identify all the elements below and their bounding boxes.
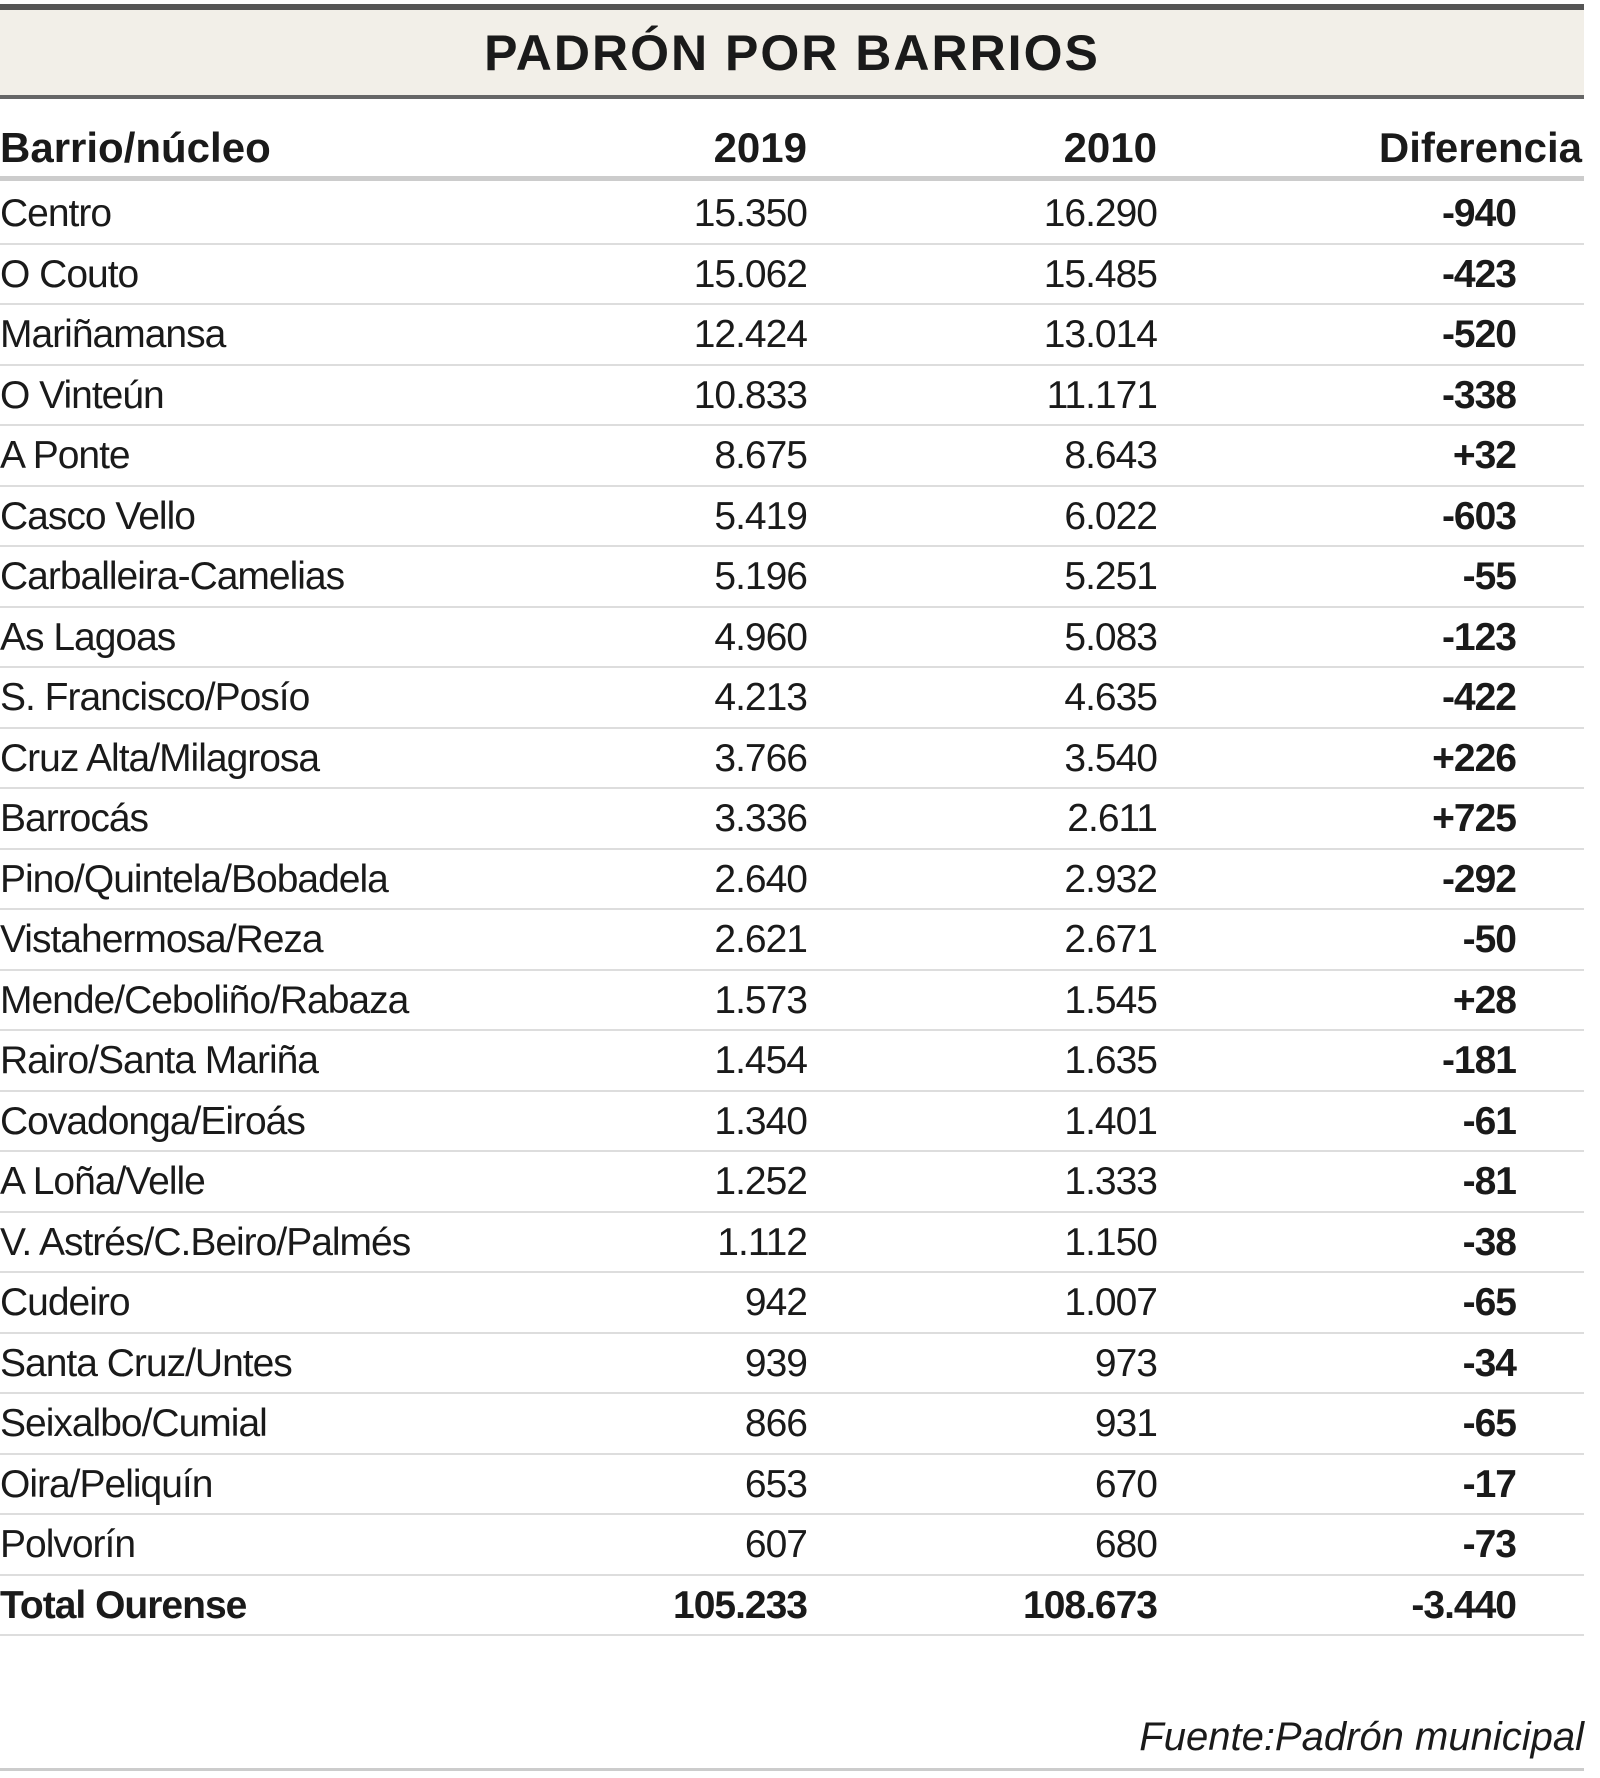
table-row — [0, 1394, 1584, 1455]
cell-2019: 4.960 — [714, 615, 807, 659]
cell-barrio: Mariñamansa — [0, 313, 226, 356]
cell-2019: 607 — [744, 1523, 807, 1566]
cell-2010: 5.083 — [1064, 615, 1157, 659]
source-note: Fuente:Padrón municipal — [1139, 1715, 1584, 1759]
table-row — [0, 1213, 1584, 1274]
cell-barrio: Polvorín — [0, 1523, 136, 1566]
cell-diferencia: -65 — [1462, 1281, 1516, 1324]
cell-2019: 10.833 — [693, 373, 807, 417]
cell-2019: 15.350 — [693, 192, 807, 235]
table-row — [0, 245, 1584, 306]
cell-2010: 15.485 — [1043, 252, 1157, 296]
cell-barrio: O Vinteún — [0, 373, 164, 417]
cell-diferencia: -17 — [1462, 1462, 1516, 1506]
header-2019: 2019 — [713, 124, 807, 171]
cell-2019: 15.062 — [693, 252, 807, 296]
table-row — [0, 850, 1584, 911]
cell-2019: 939 — [744, 1341, 807, 1385]
table-body — [0, 184, 1584, 1636]
cell-barrio: Seixalbo/Cumial — [0, 1402, 267, 1445]
cell-2010: 11.171 — [1046, 373, 1157, 417]
cell-diferencia: -38 — [1462, 1220, 1516, 1264]
cell-2010: 1.545 — [1064, 978, 1157, 1022]
cell-2019: 1.454 — [714, 1039, 807, 1082]
cell-2010: 2.932 — [1064, 857, 1157, 901]
table-row — [0, 1092, 1584, 1153]
cell-2010: 5.251 — [1064, 555, 1157, 598]
cell-2019: 5.419 — [714, 494, 807, 538]
table-row — [0, 487, 1584, 548]
cell-barrio: V. Astrés/C.Beiro/Palmés — [0, 1220, 411, 1264]
table-row — [0, 1515, 1584, 1576]
cell-barrio: O Couto — [0, 252, 139, 296]
table-row — [0, 608, 1584, 669]
cell-2010: 1.333 — [1064, 1160, 1157, 1203]
cell-2019: 2.621 — [714, 918, 807, 961]
cell-barrio: Casco Vello — [0, 494, 195, 538]
cell-2010: 6.022 — [1064, 494, 1157, 538]
table-row — [0, 1455, 1584, 1516]
cell-2010: 1.007 — [1064, 1281, 1157, 1324]
cell-2019: 105.233 — [673, 1583, 807, 1627]
cell-2010: 931 — [1094, 1402, 1157, 1445]
table-header — [0, 120, 1584, 181]
cell-2010: 680 — [1094, 1523, 1157, 1566]
cell-2010: 8.643 — [1064, 434, 1157, 477]
cell-barrio: Cudeiro — [0, 1281, 130, 1324]
cell-diferencia: -61 — [1462, 1099, 1516, 1143]
cell-barrio: Rairo/Santa Mariña — [0, 1039, 318, 1082]
table-row — [0, 1334, 1584, 1395]
cell-barrio: Mende/Ceboliño/Rabaza — [0, 978, 409, 1022]
cell-2019: 942 — [744, 1281, 807, 1324]
cell-2010: 2.671 — [1064, 918, 1157, 961]
table-row — [0, 1152, 1584, 1213]
cell-2019: 12.424 — [693, 313, 807, 356]
cell-barrio: As Lagoas — [0, 615, 176, 659]
cell-barrio: Oira/Peliquín — [0, 1462, 213, 1506]
cell-diferencia: -422 — [1441, 676, 1516, 719]
cell-2010: 1.401 — [1064, 1099, 1157, 1143]
cell-2019: 1.573 — [714, 978, 807, 1022]
cell-diferencia: -423 — [1441, 252, 1516, 296]
cell-2019: 3.336 — [714, 797, 807, 840]
cell-2019: 5.196 — [714, 555, 807, 598]
cell-barrio: A Ponte — [0, 434, 130, 477]
cell-diferencia: -603 — [1441, 494, 1516, 538]
cell-diferencia: -34 — [1462, 1341, 1516, 1385]
cell-2019: 2.640 — [714, 857, 807, 901]
title-band — [0, 10, 1584, 95]
cell-barrio: Covadonga/Eiroás — [0, 1099, 305, 1143]
table-row — [0, 1273, 1584, 1334]
bottom-rule — [0, 1768, 1584, 1771]
cell-diferencia: -181 — [1441, 1039, 1516, 1082]
cell-2019: 8.675 — [714, 434, 807, 477]
table-row — [0, 789, 1584, 850]
cell-2019: 1.340 — [714, 1099, 807, 1143]
cell-diferencia: -123 — [1441, 615, 1516, 659]
cell-diferencia: -338 — [1441, 373, 1516, 417]
cell-diferencia: +32 — [1452, 434, 1516, 477]
cell-barrio: S. Francisco/Posío — [0, 676, 310, 719]
cell-diferencia: -3.440 — [1411, 1583, 1516, 1627]
cell-diferencia: +28 — [1452, 978, 1516, 1022]
cell-barrio: Santa Cruz/Untes — [0, 1341, 292, 1385]
cell-barrio: Vistahermosa/Reza — [0, 918, 323, 961]
cell-2010: 16.290 — [1043, 192, 1157, 235]
table-row — [0, 910, 1584, 971]
header-2010: 2010 — [1063, 124, 1157, 171]
table-row — [0, 184, 1584, 245]
cell-diferencia: -65 — [1462, 1402, 1516, 1445]
cell-diferencia: -50 — [1462, 918, 1516, 961]
cell-diferencia: +226 — [1432, 736, 1516, 780]
cell-2010: 670 — [1094, 1462, 1157, 1506]
cell-diferencia: +725 — [1432, 797, 1516, 840]
header-diferencia: Diferencia — [1378, 124, 1582, 171]
total-row — [0, 1576, 1584, 1637]
cell-diferencia: -520 — [1441, 313, 1516, 356]
cell-2019: 4.213 — [714, 676, 807, 719]
cell-2019: 653 — [744, 1462, 807, 1506]
cell-2010: 2.611 — [1067, 797, 1157, 840]
table-row — [0, 1031, 1584, 1092]
table-row — [0, 971, 1584, 1032]
cell-barrio: Cruz Alta/Milagrosa — [0, 736, 320, 780]
cell-2010: 108.673 — [1023, 1583, 1157, 1627]
table-row — [0, 729, 1584, 790]
cell-2010: 3.540 — [1064, 736, 1157, 780]
cell-barrio: Barrocás — [0, 797, 149, 840]
cell-2019: 1.112 — [717, 1220, 807, 1264]
cell-2019: 3.766 — [714, 736, 807, 780]
cell-2010: 973 — [1094, 1341, 1157, 1385]
cell-diferencia: -292 — [1441, 857, 1516, 901]
table-row — [0, 366, 1584, 427]
cell-2019: 866 — [744, 1402, 807, 1445]
cell-2010: 13.014 — [1043, 313, 1157, 356]
table-row — [0, 305, 1584, 366]
cell-diferencia: -55 — [1462, 555, 1516, 598]
cell-2019: 1.252 — [714, 1160, 807, 1203]
cell-2010: 1.635 — [1064, 1039, 1157, 1082]
cell-diferencia: -940 — [1441, 192, 1516, 235]
header-barrio: Barrio/núcleo — [0, 124, 271, 171]
cell-barrio: Total Ourense — [0, 1583, 247, 1627]
cell-2010: 4.635 — [1064, 676, 1157, 719]
cell-2010: 1.150 — [1064, 1220, 1157, 1264]
cell-diferencia: -81 — [1462, 1160, 1516, 1203]
cell-diferencia: -73 — [1462, 1523, 1516, 1566]
table-row — [0, 426, 1584, 487]
table-title: PADRÓN POR BARRIOS — [484, 24, 1100, 81]
title-rule — [0, 95, 1584, 99]
cell-barrio: Carballeira-Camelias — [0, 555, 345, 598]
table-row — [0, 547, 1584, 608]
table-row — [0, 668, 1584, 729]
cell-barrio: Centro — [0, 192, 112, 235]
cell-barrio: A Loña/Velle — [0, 1160, 205, 1203]
cell-barrio: Pino/Quintela/Bobadela — [0, 857, 388, 901]
